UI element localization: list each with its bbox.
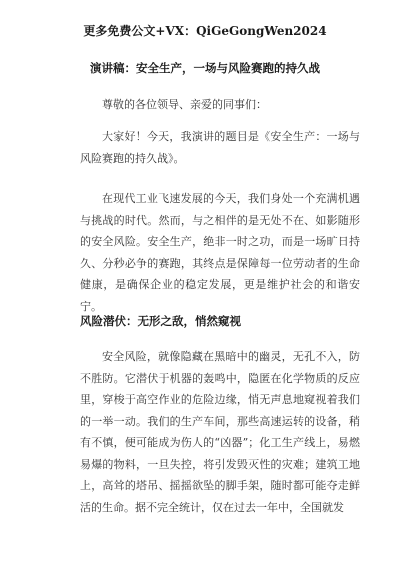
section-heading-1: 风险潜伏：无形之敌，悄然窥视 xyxy=(80,314,241,328)
salutation: 尊敬的各位领导、亲爱的同事们： xyxy=(102,98,267,111)
paragraph-2: 在现代工业飞速发展的今天，我们身处一个充满机遇与挑战的时代。然而，与之相伴的是无处不在、如影随形的安全风险。安全生产，绝非一时之功，而是一场旷日持久、分秒必争的赛跑，其终点是保障每一位劳动者的生命健康，是确保企业的稳定发展，更是维护社会的和谐安宁。 xyxy=(80,192,360,313)
document-title: 演讲稿：安全生产，一场与风险赛跑的持久战 xyxy=(90,61,320,75)
promo-header: 更多免费公文+VX：QiGeGongWen2024 xyxy=(83,24,327,38)
paragraph-1: 大家好！今天，我演讲的题目是《安全生产：一场与风险赛跑的持久战》。 xyxy=(80,130,360,165)
paragraph-3: 安全风险，就像隐藏在黑暗中的幽灵，无孔不入，防不胜防。它潜伏于机器的轰鸣中，隐匿在化学物质的反应里，穿梭于高空作业的危险边缘，悄无声息地窥视着我们的一举一动。我们的生产车间，那些高速运转的设备，稍有不慎，便可能成为伤人的“凶器”；化工生产线上，易燃易爆的物料，一旦失控，将引发毁灭性的灾难；建筑工地上，高耸的塔吊、摇摇欲坠的脚手架，随时都可能夺走鲜活的生命。据不完全统计，仅在过去一年中，全国就发 xyxy=(80,350,360,514)
